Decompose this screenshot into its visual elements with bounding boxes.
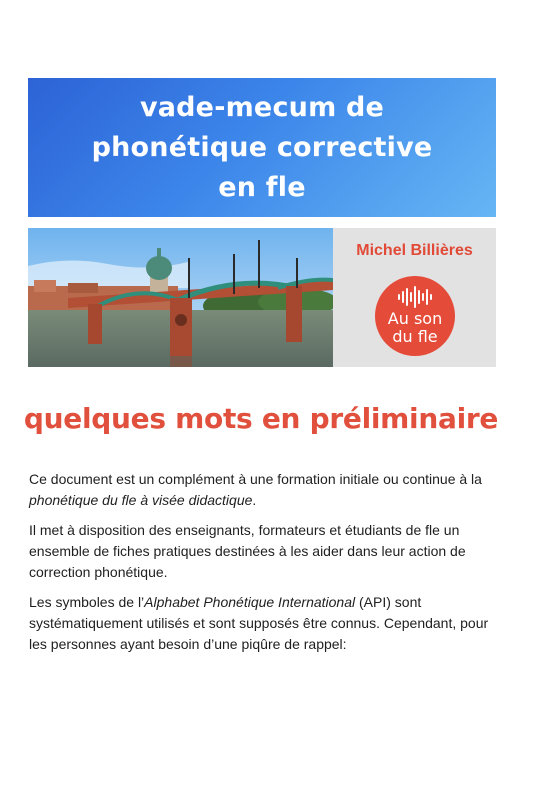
section-title: quelques mots en préliminaire xyxy=(23,402,499,435)
banner-title-line-3: en fle xyxy=(218,171,306,203)
paragraph-3-end: (API) sont systématiquement utilisés et sont supposés être connus. Cependant, pour les personnes ayant besoin d’une piqûre de rappel: xyxy=(29,594,489,652)
paragraph-1-text: Ce document est un complément à une formation initiale ou continue à la xyxy=(29,471,482,487)
paragraph-3-emphasis: Alphabet Phonétique International xyxy=(144,594,356,610)
paragraph-3 xyxy=(29,592,499,655)
author-panel xyxy=(333,228,496,367)
au-son-du-fle-logo xyxy=(375,276,455,356)
logo-text-line-2: du fle xyxy=(392,327,438,346)
paragraph-1 xyxy=(29,469,499,511)
author-name: Michel Billières xyxy=(356,242,473,259)
paragraph-3-text: Les symboles de l’ xyxy=(29,594,145,610)
banner-title-line-1: vade-mecum de xyxy=(139,91,385,123)
bridge-illustration xyxy=(28,228,333,367)
paragraph-1-emphasis: phonétique du fle à visée didactique xyxy=(29,492,253,508)
paragraph-1-end: . xyxy=(252,492,257,508)
logo-text-line-1: Au son xyxy=(387,309,443,328)
paragraph-2: Il met à disposition des enseignants, formateurs et étudiants de fle un ensemble de fiches pratiques destinées à les aider dans leur action de correction phonétique. xyxy=(29,522,466,580)
bridge-photo xyxy=(28,228,333,367)
banner-title-line-2: phonétique corrective xyxy=(91,131,433,163)
title-banner xyxy=(28,78,496,217)
soundwave-icon xyxy=(395,286,435,308)
